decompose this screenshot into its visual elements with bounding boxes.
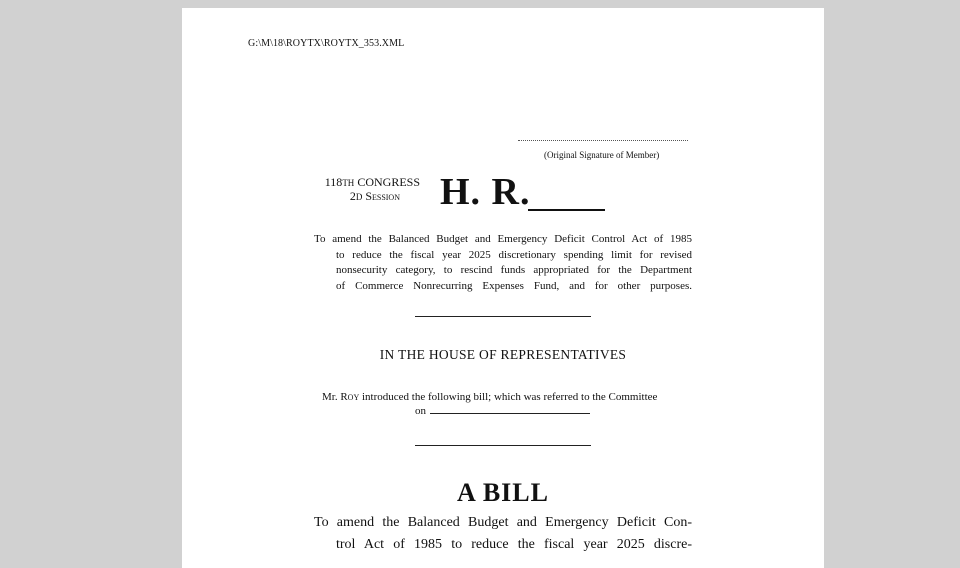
bill-body (314, 512, 692, 556)
bill-summary (314, 232, 692, 294)
body-line: trol Act of 1985 to reduce the fiscal year 2025 discre- (336, 537, 692, 552)
session-word: Session (362, 189, 400, 203)
introduction-line (322, 390, 692, 404)
committee-blank (430, 404, 590, 414)
session-suffix: D (355, 192, 363, 202)
signature-line (518, 140, 688, 141)
congress-ordinal-suffix: TH (342, 178, 355, 188)
summary-line: to reduce the fiscal year 2025 discretionary spending limit for revised (336, 248, 692, 261)
session-number: 2 (349, 189, 356, 203)
summary-line: nonsecurity category, to rescind funds appropriated for the Department (336, 264, 692, 276)
bill-number-title: H. R. (440, 171, 531, 213)
congress-ordinal: 118 (324, 175, 343, 189)
summary-line: of Commerce Nonrecurring Expenses Fund, and for other purposes. (336, 279, 692, 292)
committee-line (322, 404, 692, 418)
divider-rule (415, 316, 591, 317)
bill-heading: A BILL (457, 478, 549, 507)
body-line: To amend the Balanced Budget and Emergency Deficit Con- (314, 515, 692, 530)
house-heading: IN THE HOUSE OF REPRESENTATIVES (379, 347, 627, 362)
congress-line (314, 176, 420, 190)
summary-line: To amend the Balanced Budget and Emergency Deficit Control Act of 1985 (314, 233, 692, 245)
sponsor-name: Roy (340, 391, 360, 403)
signature-caption: (Original Signature of Member) (544, 150, 660, 160)
introduction-rest: introduced the following bill; which was referred to the Committee (359, 391, 658, 403)
congress-word: CONGRESS (354, 175, 420, 189)
file-path: G:\M\18\ROYTX\ROYTX_353.XML (248, 38, 405, 49)
bill-number-blank (528, 209, 605, 211)
on-label: on (415, 405, 426, 417)
introduction-text (322, 390, 692, 418)
sponsor-title: Mr. (322, 391, 341, 403)
document-page (182, 8, 824, 568)
divider-rule (415, 445, 591, 446)
congress-session (314, 176, 420, 204)
session-line (314, 190, 420, 204)
